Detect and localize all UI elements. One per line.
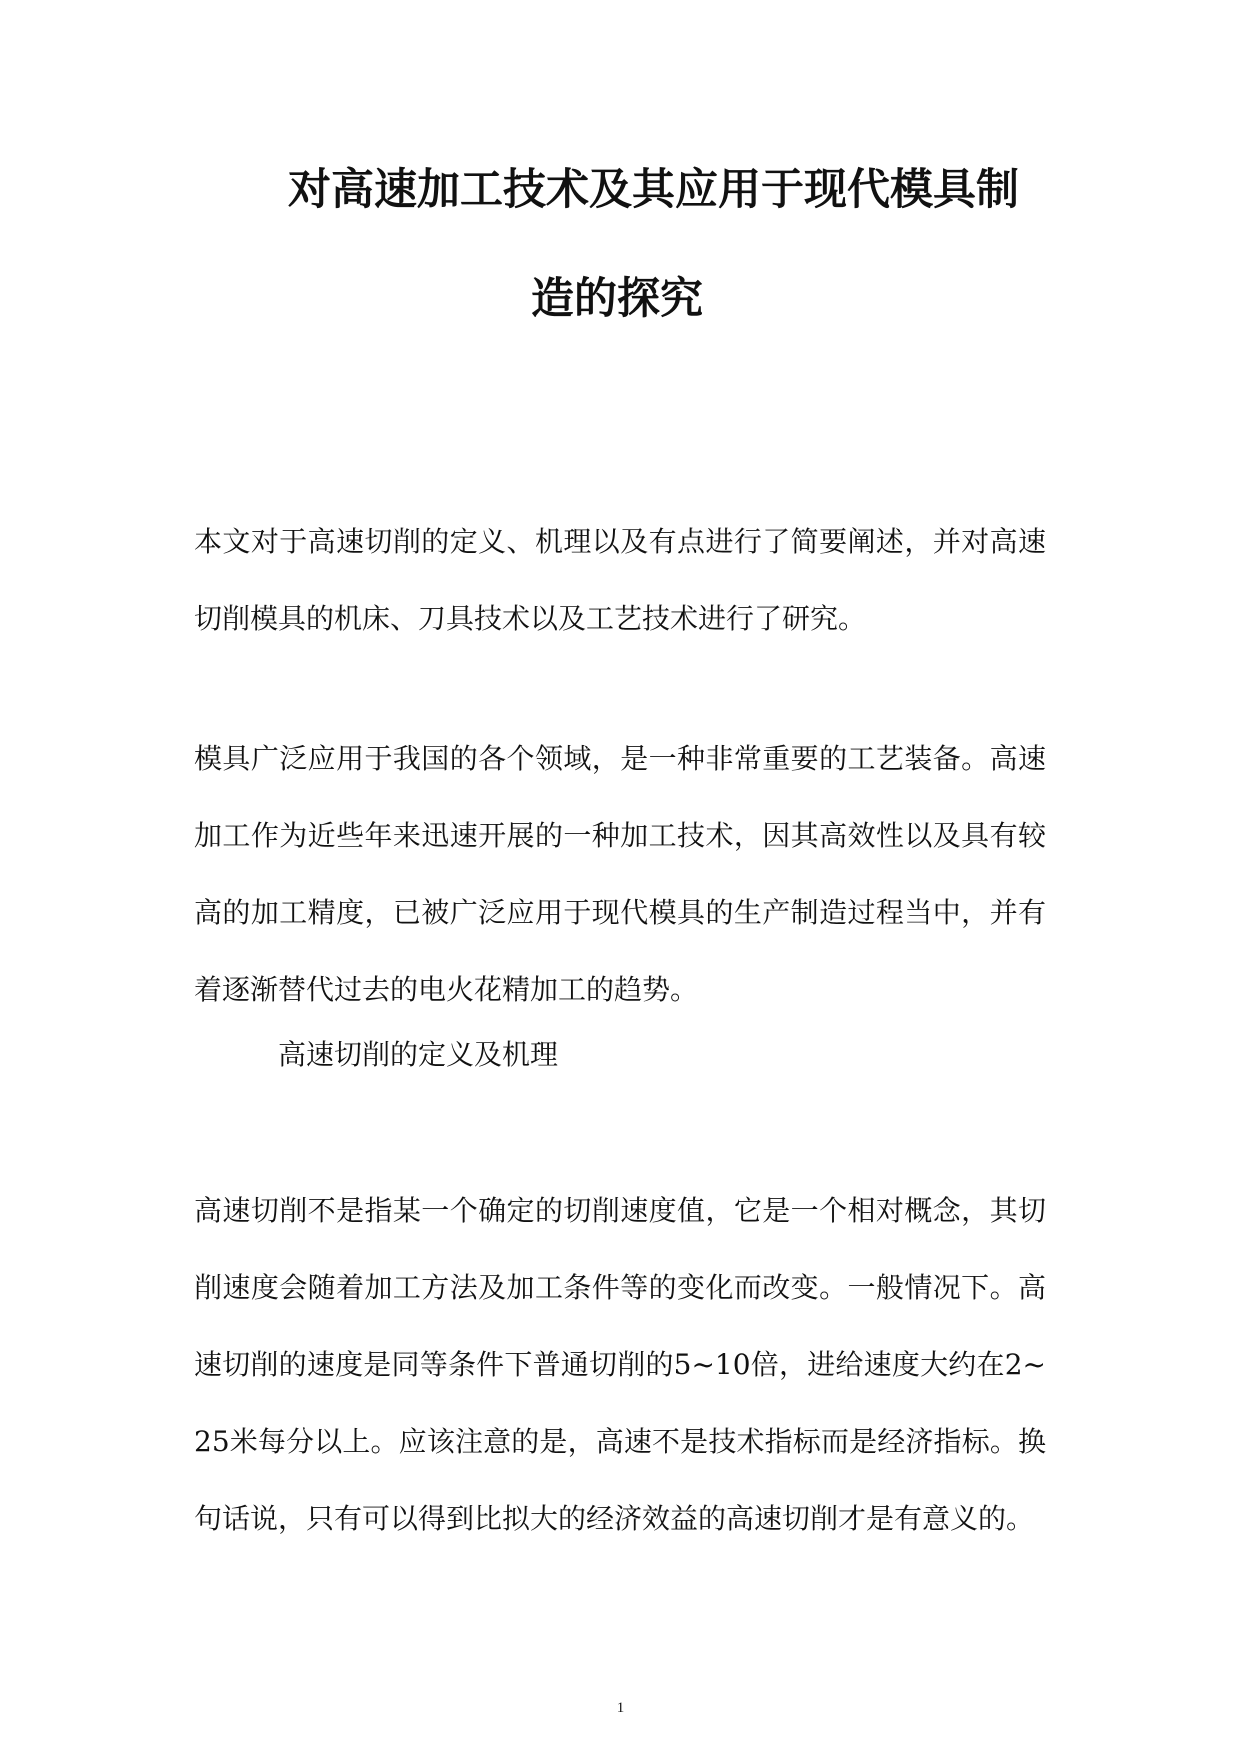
document-title-line-1: 对高速加工技术及其应用于现代模具制	[288, 165, 1019, 215]
abstract-paragraph: 本文对于高速切削的定义、机理以及有点进行了简要阐述，并对高速切削模具的机床、刀具技术以及工艺技术进行了研究。	[194, 525, 1046, 635]
section-heading: 高速切削的定义及机理	[278, 1038, 559, 1071]
page-number: 1	[616, 1700, 625, 1716]
intro-paragraph: 模具广泛应用于我国的各个领域，是一种非常重要的工艺装备。高速加工作为近些年来迅速开展的一种加工技术，因其高效性以及具有较高的加工精度，已被广泛应用于现代模具的生产制造过程当中，并有着逐渐替代过去的电火花精加工的趋势。	[194, 742, 1046, 1006]
document-title-line-2: 造的探究	[531, 274, 703, 324]
definition-paragraph: 高速切削不是指某一个确定的切削速度值，它是一个相对概念，其切削速度会随着加工方法及加工条件等的变化而改变。一般情况下。高速切削的速度是同等条件下普通切削的5~10倍，进给速度大约在2~25米每分以上。应该注意的是，高速不是技术指标而是经济指标。换句话说，只有可以得到比拟大的经济效益的高速切削才是有意义的。	[194, 1194, 1046, 1535]
